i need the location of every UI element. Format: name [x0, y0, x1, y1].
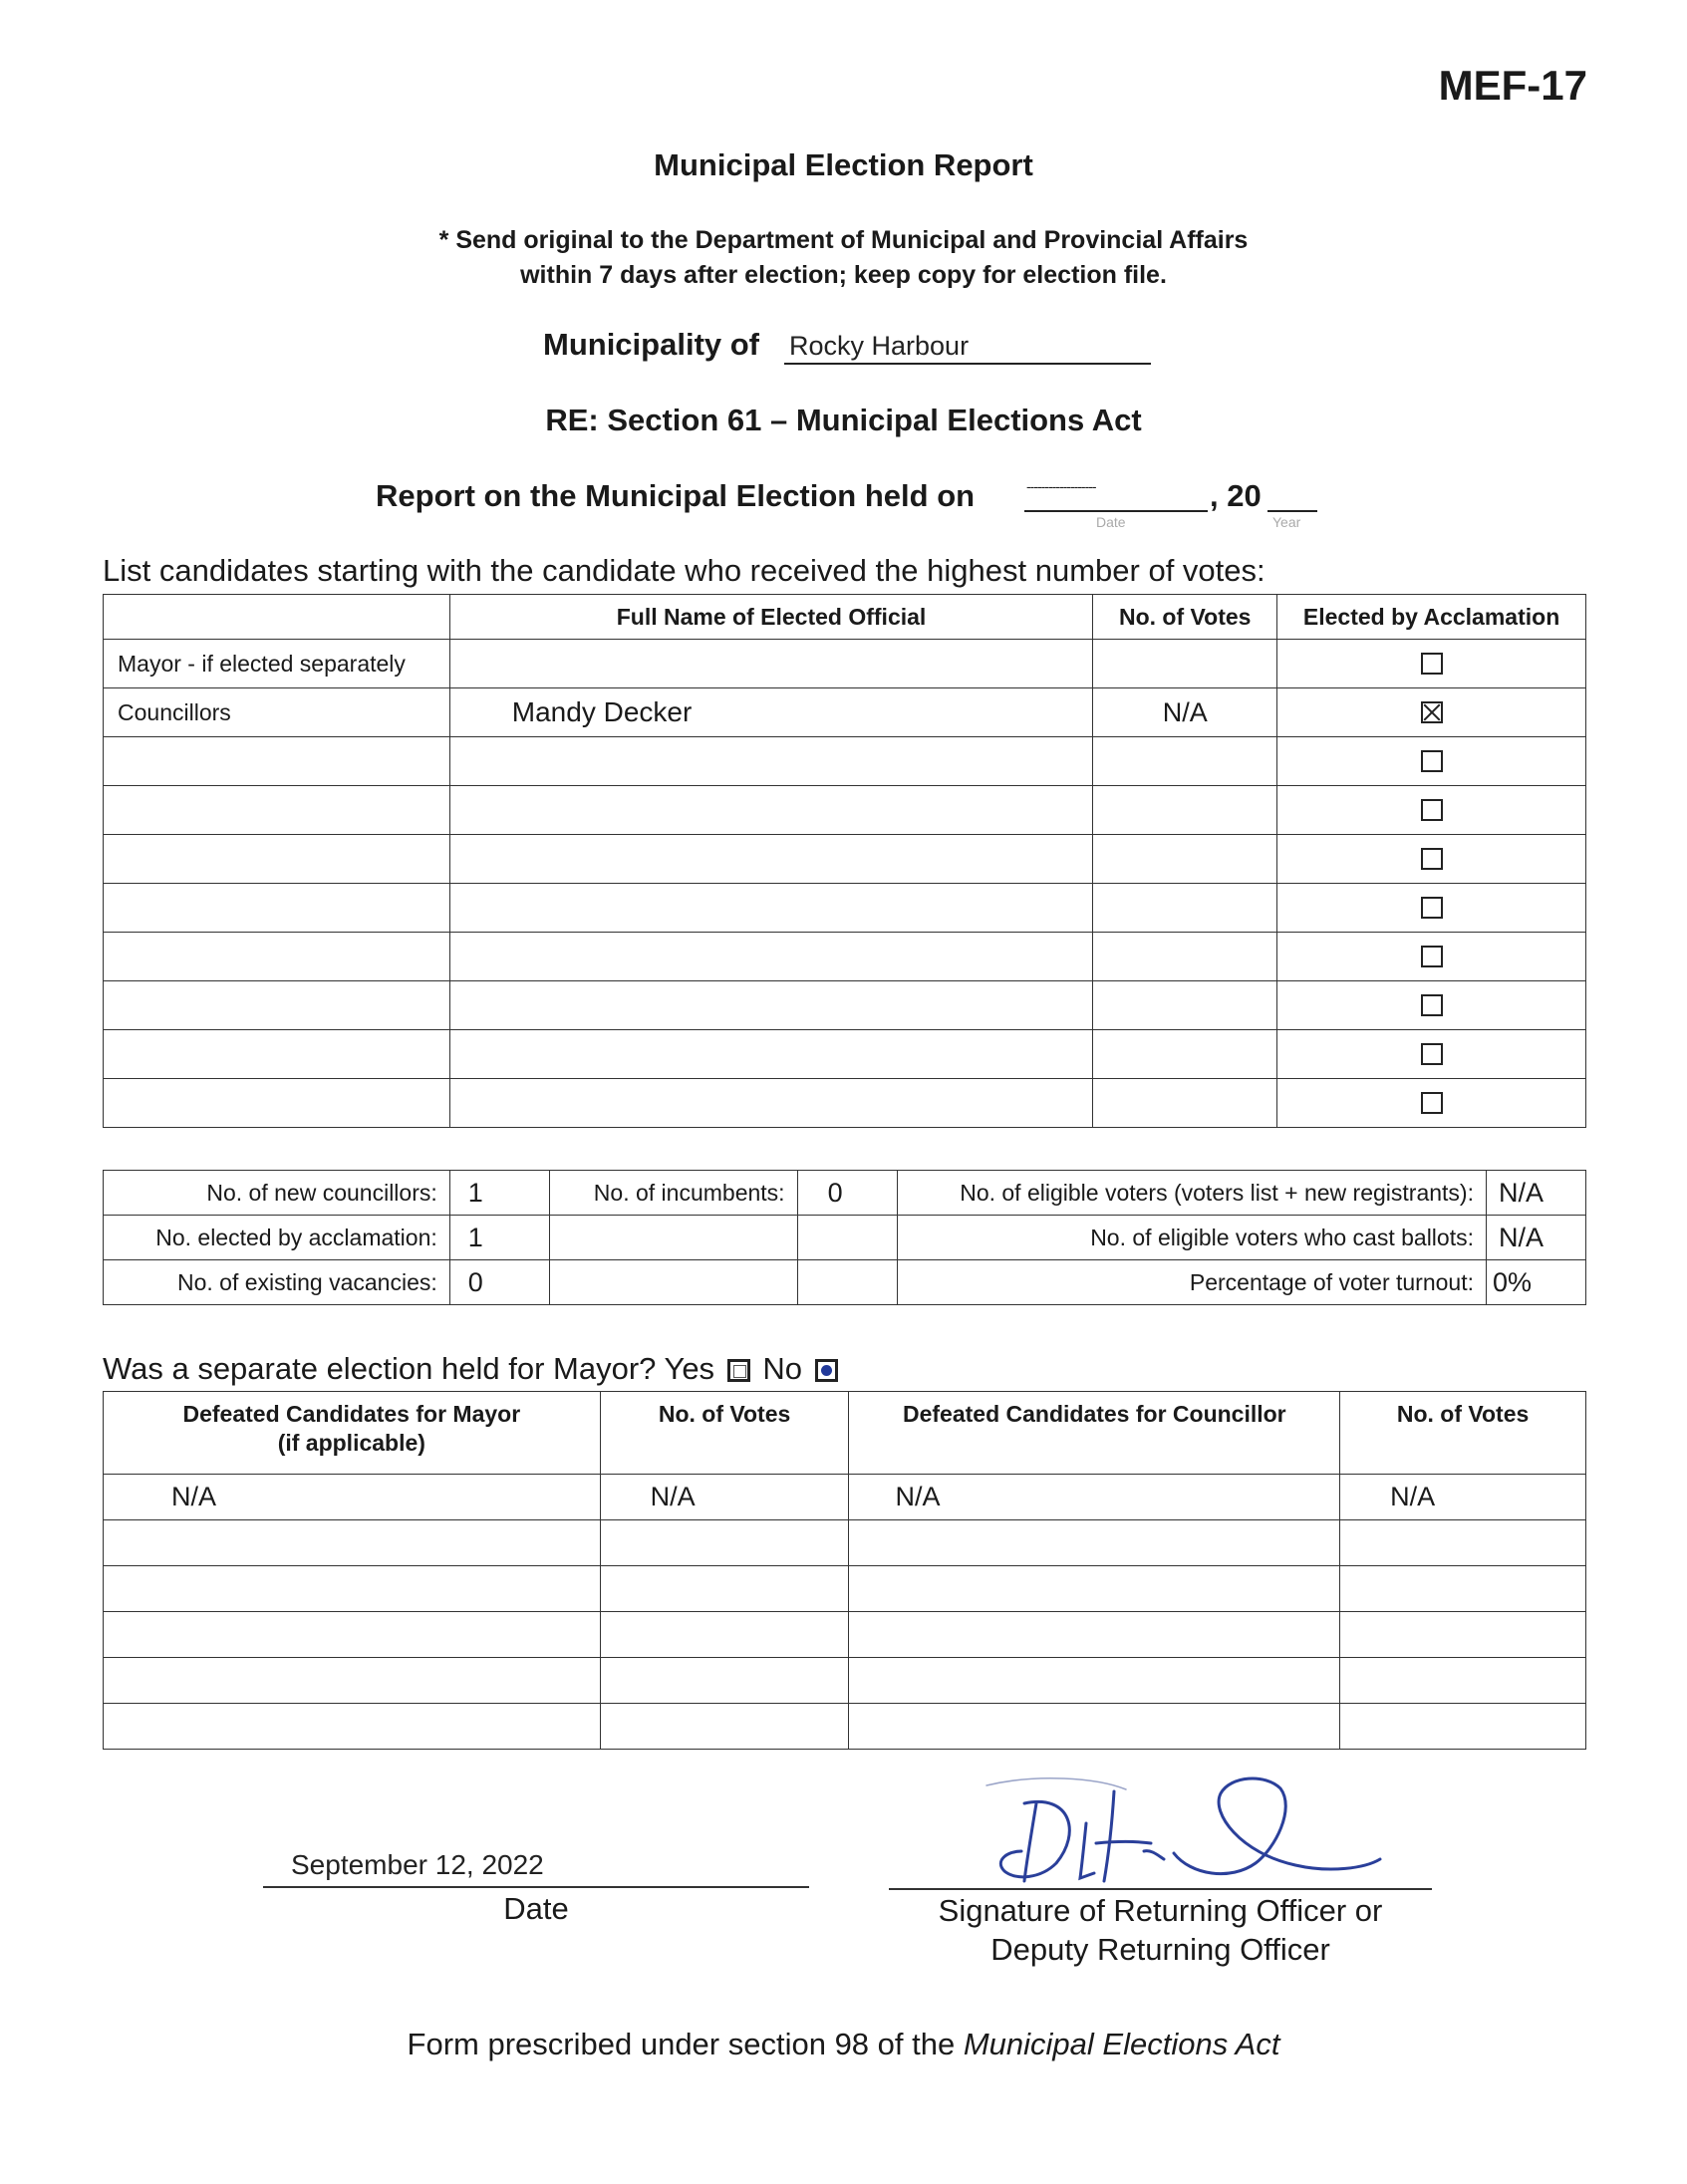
municipality-underline	[784, 363, 1151, 365]
votes-cell[interactable]	[1093, 786, 1277, 835]
official-name-cell[interactable]	[449, 835, 1093, 884]
table-row	[104, 1171, 1586, 1216]
acclamation-checkbox[interactable]	[1421, 750, 1443, 772]
official-name-cell[interactable]	[449, 1079, 1093, 1128]
yes-checkbox[interactable]	[727, 1359, 750, 1382]
official-name-cell[interactable]	[449, 1030, 1093, 1079]
mayor-votes-cell[interactable]: N/A	[600, 1475, 849, 1520]
table-row	[104, 688, 1586, 737]
table-row	[104, 1520, 1586, 1566]
page-title: Municipal Election Report	[654, 147, 1033, 182]
votes-cell[interactable]	[1093, 737, 1277, 786]
acclamation-checkbox[interactable]	[1421, 701, 1443, 723]
vacancies-label: No. of existing vacancies:	[104, 1260, 450, 1305]
no-checkbox[interactable]	[815, 1359, 838, 1382]
defeated-councillor-cell[interactable]	[849, 1566, 1340, 1612]
votes-cell[interactable]	[1093, 1079, 1277, 1128]
empty-cell	[797, 1260, 897, 1305]
mayor-votes-header: No. of Votes	[600, 1392, 849, 1475]
official-name-cell[interactable]	[449, 737, 1093, 786]
position-cell	[104, 786, 450, 835]
form-code: MEF-17	[1438, 62, 1587, 109]
councillor-votes-cell[interactable]	[1340, 1612, 1586, 1658]
votes-header: No. of Votes	[1093, 595, 1277, 640]
position-header	[104, 595, 450, 640]
incumbents-value[interactable]: 0	[797, 1171, 897, 1216]
table-row	[104, 1079, 1586, 1128]
signature-date-value[interactable]: September 12, 2022	[291, 1849, 544, 1880]
table-header-row	[104, 595, 1586, 640]
councillor-votes-cell[interactable]: N/A	[1340, 1475, 1586, 1520]
votes-cell[interactable]	[1093, 981, 1277, 1030]
empty-cell	[797, 1216, 897, 1260]
votes-cell[interactable]	[1093, 640, 1277, 688]
re-line: RE: Section 61 – Municipal Elections Act	[545, 403, 1142, 437]
defeated-mayor-cell[interactable]	[104, 1566, 601, 1612]
table-row	[104, 786, 1586, 835]
signature-date-caption: Date	[503, 1891, 569, 1926]
instructions	[0, 223, 1687, 293]
councillor-votes-cell[interactable]	[1340, 1520, 1586, 1566]
cast-ballots-value[interactable]: N/A	[1487, 1216, 1586, 1260]
mayor-votes-cell[interactable]	[600, 1566, 849, 1612]
table-row	[104, 1612, 1586, 1658]
yes-label: Yes	[664, 1351, 715, 1386]
empty-cell	[549, 1260, 797, 1305]
report-year-prefix: , 20	[1210, 478, 1262, 513]
acclamation-cell	[1277, 786, 1586, 835]
acclamation-checkbox[interactable]	[1421, 994, 1443, 1016]
votes-cell[interactable]	[1093, 933, 1277, 981]
defeated-councillor-cell[interactable]	[849, 1704, 1340, 1750]
acclamation-checkbox[interactable]	[1421, 799, 1443, 821]
councillor-votes-cell[interactable]	[1340, 1658, 1586, 1704]
defeated-candidates-table	[103, 1391, 1586, 1750]
position-cell	[104, 1030, 450, 1079]
eligible-voters-value[interactable]: N/A	[1487, 1171, 1586, 1216]
acclamation-cell	[1277, 835, 1586, 884]
vacancies-value[interactable]: 0	[449, 1260, 549, 1305]
acclamation-cell	[1277, 1079, 1586, 1128]
footer-text: Form prescribed under section 98 of the	[407, 2027, 964, 2061]
incumbents-label: No. of incumbents:	[549, 1171, 797, 1216]
defeated-councillor-cell[interactable]: N/A	[849, 1475, 1340, 1520]
mayor-votes-cell[interactable]	[600, 1520, 849, 1566]
footer	[0, 2027, 1687, 2062]
defeated-mayor-cell[interactable]	[104, 1520, 601, 1566]
list-instruction: List candidates starting with the candidate who received the highest number of votes:	[103, 553, 1265, 588]
municipality-label: Municipality of	[543, 327, 759, 362]
report-date-field[interactable]: -------------------	[1026, 478, 1096, 494]
date-underline	[263, 1886, 809, 1888]
acclamation-cell	[1277, 1030, 1586, 1079]
acclamation-value[interactable]: 1	[449, 1216, 549, 1260]
votes-cell[interactable]	[1093, 835, 1277, 884]
position-cell	[104, 835, 450, 884]
table-row	[104, 1260, 1586, 1305]
position-cell	[104, 884, 450, 933]
defeated-mayor-cell[interactable]	[104, 1658, 601, 1704]
no-label: No	[762, 1351, 802, 1386]
table-row	[104, 1658, 1586, 1704]
eligible-voters-label: No. of eligible voters (voters list + new registrants):	[897, 1171, 1487, 1216]
councillor-votes-cell[interactable]	[1340, 1704, 1586, 1750]
position-cell: Mayor - if elected separately	[104, 640, 450, 688]
year-caption: Year	[1272, 514, 1301, 530]
elected-officials-table	[103, 594, 1586, 1128]
instruction-line-2: within 7 days after election; keep copy for election file.	[520, 261, 1167, 289]
table-row	[104, 737, 1586, 786]
new-councillors-label: No. of new councillors:	[104, 1171, 450, 1216]
report-year-field[interactable]	[1267, 510, 1317, 512]
acclamation-cell	[1277, 981, 1586, 1030]
table-row	[104, 933, 1586, 981]
table-row	[104, 640, 1586, 688]
acclamation-checkbox[interactable]	[1421, 897, 1443, 919]
acclamation-checkbox[interactable]	[1421, 1092, 1443, 1114]
mayor-votes-cell[interactable]	[600, 1658, 849, 1704]
official-name-cell[interactable]	[449, 884, 1093, 933]
election-stats-table	[103, 1170, 1586, 1305]
signature-underline	[889, 1888, 1432, 1890]
position-cell	[104, 981, 450, 1030]
defeated-councillor-cell[interactable]	[849, 1658, 1340, 1704]
mayor-votes-cell[interactable]	[600, 1612, 849, 1658]
turnout-label: Percentage of voter turnout:	[897, 1260, 1487, 1305]
mayor-question-text: Was a separate election held for Mayor?	[103, 1351, 657, 1386]
acclamation-cell	[1277, 737, 1586, 786]
report-date-underline	[1024, 510, 1208, 512]
position-cell	[104, 1079, 450, 1128]
official-name-cell[interactable]	[449, 981, 1093, 1030]
defeated-mayor-cell[interactable]: N/A	[104, 1475, 601, 1520]
empty-cell	[549, 1216, 797, 1260]
acclamation-checkbox[interactable]	[1421, 946, 1443, 967]
defeated-mayor-cell[interactable]	[104, 1612, 601, 1658]
position-cell	[104, 737, 450, 786]
table-row	[104, 981, 1586, 1030]
official-name-cell[interactable]: Mandy Decker	[449, 688, 1093, 737]
table-row	[104, 835, 1586, 884]
table-row	[104, 884, 1586, 933]
report-date-label: Report on the Municipal Election held on	[376, 478, 976, 513]
defeated-mayor-cell[interactable]	[104, 1704, 601, 1750]
table-row	[104, 1704, 1586, 1750]
municipality-value[interactable]: Rocky Harbour	[789, 331, 970, 361]
councillor-votes-cell[interactable]	[1340, 1566, 1586, 1612]
instruction-line-1: * Send original to the Department of Municipal and Provincial Affairs	[438, 226, 1249, 254]
table-row	[104, 1566, 1586, 1612]
acclamation-header: Elected by Acclamation	[1277, 595, 1586, 640]
acclamation-cell	[1277, 640, 1586, 688]
votes-cell[interactable]	[1093, 1030, 1277, 1079]
position-cell: Councillors	[104, 688, 450, 737]
acclamation-checkbox[interactable]	[1421, 1043, 1443, 1065]
signature-caption-line-1: Signature of Returning Officer or	[938, 1893, 1383, 1928]
defeated-councillor-header: Defeated Candidates for Councillor	[849, 1392, 1340, 1475]
votes-cell[interactable]: N/A	[1093, 688, 1277, 737]
votes-cell[interactable]	[1093, 884, 1277, 933]
table-row	[104, 1030, 1586, 1079]
cast-ballots-label: No. of eligible voters who cast ballots:	[897, 1216, 1487, 1260]
councillor-votes-header: No. of Votes	[1340, 1392, 1586, 1475]
acclamation-label: No. elected by acclamation:	[104, 1216, 450, 1260]
defeated-councillor-cell[interactable]	[849, 1612, 1340, 1658]
mayor-election-question	[103, 1351, 842, 1387]
signature-image	[977, 1764, 1395, 1903]
defeated-mayor-header: Defeated Candidates for Mayor (if applicable)	[104, 1392, 601, 1475]
date-caption: Date	[1096, 514, 1126, 530]
official-name-cell[interactable]	[449, 933, 1093, 981]
position-cell	[104, 933, 450, 981]
official-name-cell[interactable]	[449, 786, 1093, 835]
new-councillors-value[interactable]: 1	[449, 1171, 549, 1216]
table-header-row	[104, 1392, 1586, 1475]
table-row	[104, 1475, 1586, 1520]
signature-caption	[889, 1891, 1432, 1969]
footer-act-name: Municipal Elections Act	[963, 2027, 1280, 2061]
acclamation-cell	[1277, 688, 1586, 737]
signature-caption-line-2: Deputy Returning Officer	[990, 1932, 1330, 1967]
acclamation-cell	[1277, 933, 1586, 981]
mayor-votes-cell[interactable]	[600, 1704, 849, 1750]
official-name-cell[interactable]	[449, 640, 1093, 688]
table-row	[104, 1216, 1586, 1260]
defeated-councillor-cell[interactable]	[849, 1520, 1340, 1566]
acclamation-cell	[1277, 884, 1586, 933]
acclamation-checkbox[interactable]	[1421, 653, 1443, 675]
full-name-header: Full Name of Elected Official	[449, 595, 1093, 640]
acclamation-checkbox[interactable]	[1421, 848, 1443, 870]
turnout-value[interactable]: 0%	[1487, 1260, 1586, 1305]
